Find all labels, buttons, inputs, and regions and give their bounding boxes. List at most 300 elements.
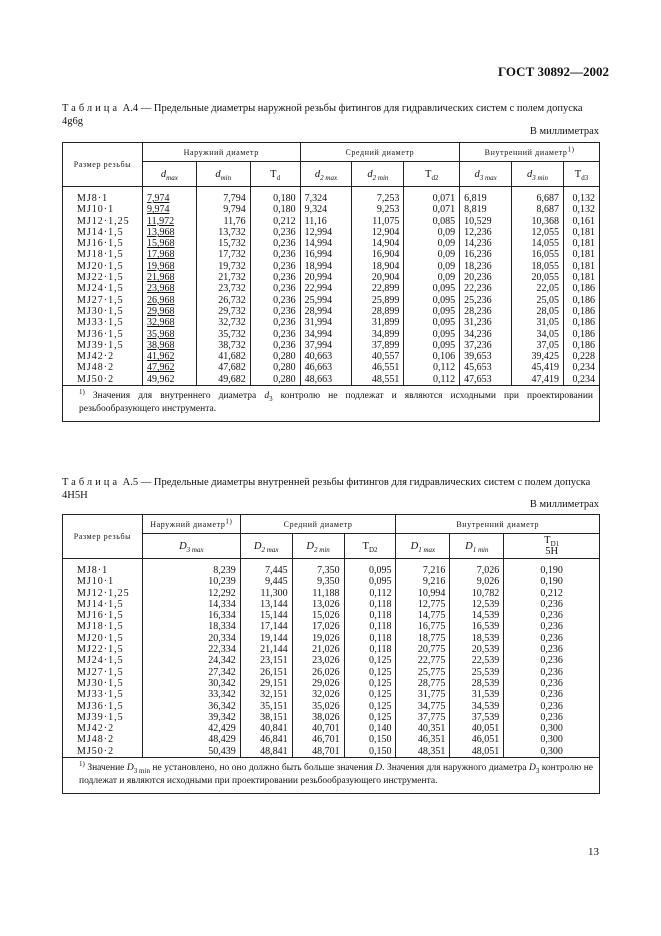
table-row (63, 362, 600, 373)
value-cell: 7,026 (450, 559, 504, 577)
table-row (63, 723, 600, 734)
value-cell: 22,539 (450, 655, 504, 666)
value-cell: 34,236 (460, 329, 512, 340)
value-cell: 0,236 (504, 599, 600, 610)
value-cell: 0,228 (563, 351, 599, 362)
value-cell: 31,775 (396, 689, 450, 700)
value-cell: 18,994 (300, 261, 352, 272)
value-cell: 6,819 (460, 187, 512, 205)
value-cell: 0,236 (504, 633, 600, 644)
group-header-outer (142, 515, 240, 534)
symbol-index: 1 max (418, 545, 436, 554)
value-cell: 15,968 (142, 238, 196, 249)
value-cell: 0,095 (404, 283, 460, 294)
value-cell: 0,095 (404, 306, 460, 317)
value-cell: 0,181 (563, 261, 599, 272)
sub-header (352, 162, 404, 187)
value-cell: 0,095 (404, 317, 460, 328)
value-cell: 10,994 (396, 588, 450, 599)
value-cell: 0,236 (504, 678, 600, 689)
value-cell: 0,181 (563, 272, 599, 283)
value-cell: 0,132 (563, 204, 599, 215)
value-cell: 20,904 (352, 272, 404, 283)
value-cell: 10,782 (450, 588, 504, 599)
thread-size-cell: MJ12·1,25 (63, 588, 143, 599)
value-cell: 40,663 (300, 351, 352, 362)
value-cell: 0,09 (404, 249, 460, 260)
value-cell: 15,144 (240, 610, 292, 621)
table-row (63, 588, 600, 599)
value-cell: 0,236 (250, 306, 300, 317)
value-cell: 26,732 (196, 295, 250, 306)
thread-size-cell: MJ27·1,5 (63, 667, 143, 678)
symbol-index: 3 max (479, 173, 497, 182)
sub-header (512, 162, 564, 187)
value-cell: 31,236 (460, 317, 512, 328)
table-row (63, 746, 600, 758)
value-cell: 41,682 (196, 351, 250, 362)
value-cell: 0,280 (250, 362, 300, 373)
thread-size-cell: MJ48·2 (63, 362, 143, 373)
value-cell: 40,557 (352, 351, 404, 362)
value-cell: 0,150 (344, 746, 396, 758)
value-cell: 19,026 (292, 633, 344, 644)
value-cell: 37,775 (396, 712, 450, 723)
thread-size-cell: MJ30·1,5 (63, 678, 143, 689)
value-cell: 48,051 (450, 746, 504, 758)
value-cell: 0,236 (504, 644, 600, 655)
value-cell: 0,150 (344, 734, 396, 745)
caption-word: Таблица (62, 477, 121, 488)
value-cell: 0,181 (563, 238, 599, 249)
table-a4-footnote (63, 386, 600, 422)
value-cell: 11,300 (240, 588, 292, 599)
table-row (63, 644, 600, 655)
footnote-text: контролю не подлежат и являются исходными при проектировании резьбообразующего инструмента. (79, 763, 594, 787)
value-cell: 0,125 (344, 712, 396, 723)
thread-size-cell: MJ27·1,5 (63, 295, 143, 306)
value-cell: 46,663 (300, 362, 352, 373)
value-cell: 28,05 (512, 306, 564, 317)
table-row (63, 678, 600, 689)
caption-word: Таблица (62, 103, 121, 114)
value-cell: 9,350 (292, 576, 344, 587)
value-cell: 17,732 (196, 249, 250, 260)
value-cell: 37,899 (352, 340, 404, 351)
value-cell: 0,186 (563, 329, 599, 340)
value-cell: 50,439 (142, 746, 240, 758)
symbol: d (160, 168, 167, 180)
value-cell: 28,539 (450, 678, 504, 689)
tolerance-field: 5H (545, 546, 559, 557)
value-cell: 0,280 (250, 374, 300, 386)
value-cell: 0,236 (250, 261, 300, 272)
thread-size-cell: MJ14·1,5 (63, 599, 143, 610)
footnote-text: Значения для внутреннего диаметра (92, 391, 257, 402)
value-cell: 25,05 (512, 295, 564, 306)
value-cell: 0,236 (250, 227, 300, 238)
symbol-index: 3 min (133, 766, 150, 775)
value-cell: 39,342 (142, 712, 240, 723)
col-header-size: Размер резьбы (63, 143, 143, 187)
footnote-ref: 1) (567, 144, 575, 153)
value-cell: 22,899 (352, 283, 404, 294)
symbol-index: d (276, 173, 281, 182)
value-cell: 41,962 (142, 351, 196, 362)
table-row (63, 576, 600, 587)
sub-header (450, 534, 504, 559)
value-cell: 28,994 (300, 306, 352, 317)
value-cell: 0,212 (504, 588, 600, 599)
value-cell: 10,239 (142, 576, 240, 587)
symbol-index: 2 min (314, 545, 330, 554)
value-cell: 9,974 (142, 204, 196, 215)
value-cell: 0,09 (404, 238, 460, 249)
symbol: d (527, 168, 533, 180)
table-row (63, 227, 600, 238)
symbol-index: 3 min (532, 173, 548, 182)
table-a4-caption (62, 102, 600, 128)
value-cell: 23,151 (240, 655, 292, 666)
thread-size-cell: MJ39·1,5 (63, 340, 143, 351)
table-row (63, 633, 600, 644)
table-row (63, 272, 600, 283)
value-cell: 22,994 (300, 283, 352, 294)
value-cell: 26,026 (292, 667, 344, 678)
thread-size-cell: MJ42·2 (63, 723, 143, 734)
value-cell: 12,994 (300, 227, 352, 238)
value-cell: 14,334 (142, 599, 240, 610)
group-header-middle: Средний диаметр (240, 515, 396, 534)
symbol: D (253, 540, 262, 552)
value-cell: 0,118 (344, 633, 396, 644)
table-row (63, 712, 600, 723)
thread-size-cell: MJ22·1,5 (63, 644, 143, 655)
value-cell: 12,539 (450, 599, 504, 610)
value-cell: 12,236 (460, 227, 512, 238)
value-cell: 31,05 (512, 317, 564, 328)
value-cell: 35,732 (196, 329, 250, 340)
thread-size-cell: MJ8·1 (63, 559, 143, 577)
symbol-index: d2 (431, 173, 439, 182)
table-row (63, 610, 600, 621)
value-cell: 7,350 (292, 559, 344, 577)
value-cell: 13,968 (142, 227, 196, 238)
group-header-middle: Средний диаметр (300, 143, 460, 162)
sub-header (240, 534, 292, 559)
value-cell: 0,112 (404, 362, 460, 373)
group-header-outer: Наружний диаметр (142, 143, 300, 162)
page-number: 13 (588, 846, 599, 858)
value-cell: 0,236 (250, 329, 300, 340)
symbol-index: 1 min (472, 545, 489, 554)
value-cell: 34,539 (450, 701, 504, 712)
value-cell: 0,186 (563, 340, 599, 351)
value-cell: 0,186 (563, 295, 599, 306)
value-cell: 25,775 (396, 667, 450, 678)
value-cell: 0,236 (250, 249, 300, 260)
table-row (63, 249, 600, 260)
value-cell: 47,419 (512, 374, 564, 386)
value-cell: 7,324 (300, 187, 352, 205)
value-cell: 10,529 (460, 216, 512, 227)
group-header-inner-label: Внутренний диаметр (484, 147, 568, 157)
value-cell: 32,151 (240, 689, 292, 700)
value-cell: 34,994 (300, 329, 352, 340)
value-cell: 11,075 (352, 216, 404, 227)
value-cell: 45,653 (460, 362, 512, 373)
value-cell: 0,125 (344, 667, 396, 678)
value-cell: 0,236 (504, 701, 600, 712)
value-cell: 0,181 (563, 249, 599, 260)
table-a4-units: В миллиметрах (529, 126, 599, 137)
value-cell: 14,994 (300, 238, 352, 249)
value-cell: 23,968 (142, 283, 196, 294)
value-cell: 15,732 (196, 238, 250, 249)
value-cell: 0,125 (344, 701, 396, 712)
value-cell: 21,144 (240, 644, 292, 655)
symbol-index: 3 (269, 394, 273, 403)
thread-size-cell: MJ33·1,5 (63, 317, 143, 328)
sub-header (292, 534, 344, 559)
value-cell: 28,236 (460, 306, 512, 317)
sub-header (460, 162, 512, 187)
symbol: D (126, 763, 134, 774)
symbol: T (362, 540, 369, 552)
value-cell: 38,968 (142, 340, 196, 351)
value-cell: 7,974 (142, 187, 196, 205)
value-cell: 48,841 (240, 746, 292, 758)
value-cell: 0,236 (504, 689, 600, 700)
value-cell: 0,161 (563, 216, 599, 227)
table-a5-footnote (63, 758, 600, 794)
symbol: d (474, 168, 480, 180)
thread-size-cell: MJ18·1,5 (63, 621, 143, 632)
value-cell: 46,051 (450, 734, 504, 745)
value-cell: 25,899 (352, 295, 404, 306)
table-a5-units: В миллиметрах (529, 499, 599, 510)
value-cell: 17,144 (240, 621, 292, 632)
value-cell: 34,899 (352, 329, 404, 340)
value-cell: 22,236 (460, 283, 512, 294)
value-cell: 49,962 (142, 374, 196, 386)
value-cell: 31,994 (300, 317, 352, 328)
table-row (63, 187, 600, 205)
value-cell: 9,445 (240, 576, 292, 587)
value-cell: 12,775 (396, 599, 450, 610)
table-row (63, 340, 600, 351)
value-cell: 9,324 (300, 204, 352, 215)
symbol: d (264, 391, 270, 402)
caption-text: А.4 — Предельные диаметры наружной резьбы фитингов для гидравлических систем с полем допуска 4g6g (62, 103, 583, 127)
thread-size-cell: MJ18·1,5 (63, 249, 143, 260)
symbol-index: D1 (550, 540, 560, 549)
value-cell: 24,342 (142, 655, 240, 666)
value-cell: 38,151 (240, 712, 292, 723)
value-cell: 29,968 (142, 306, 196, 317)
value-cell: 25,994 (300, 295, 352, 306)
thread-size-cell: MJ12·1,25 (63, 216, 143, 227)
thread-size-cell: MJ16·1,5 (63, 238, 143, 249)
sub-header (404, 162, 460, 187)
value-cell: 20,236 (460, 272, 512, 283)
value-cell: 48,429 (142, 734, 240, 745)
value-cell: 0,09 (404, 261, 460, 272)
table-row (63, 329, 600, 340)
footnote-mark: 1) (79, 387, 85, 396)
value-cell: 14,236 (460, 238, 512, 249)
value-cell: 18,539 (450, 633, 504, 644)
value-cell: 0,118 (344, 621, 396, 632)
value-cell: 0,236 (504, 621, 600, 632)
value-cell: 42,429 (142, 723, 240, 734)
value-cell: 10,368 (512, 216, 564, 227)
sub-header (396, 534, 450, 559)
value-cell: 0,236 (504, 655, 600, 666)
value-cell: 28,775 (396, 678, 450, 689)
value-cell: 46,701 (292, 734, 344, 745)
value-cell: 20,539 (450, 644, 504, 655)
table-row (63, 261, 600, 272)
value-cell: 0,181 (563, 227, 599, 238)
sub-header (142, 534, 240, 559)
value-cell: 34,775 (396, 701, 450, 712)
value-cell: 0,071 (404, 187, 460, 205)
symbol: D (179, 540, 187, 552)
value-cell: 0,140 (344, 723, 396, 734)
value-cell: 0,095 (344, 559, 396, 577)
footnote-ref: 1) (225, 516, 233, 525)
thread-size-cell: MJ50·2 (63, 374, 143, 386)
value-cell: 14,055 (512, 238, 564, 249)
value-cell: 20,055 (512, 272, 564, 283)
value-cell: 0,125 (344, 655, 396, 666)
table-row (63, 701, 600, 712)
value-cell: 0,118 (344, 644, 396, 655)
value-cell: 18,055 (512, 261, 564, 272)
value-cell: 0,300 (504, 746, 600, 758)
symbol: T (425, 168, 432, 180)
table-row (63, 374, 600, 386)
table-a4 (62, 142, 600, 422)
thread-size-cell: MJ24·1,5 (63, 283, 143, 294)
value-cell: 0,085 (404, 216, 460, 227)
value-cell: 21,026 (292, 644, 344, 655)
value-cell: 31,899 (352, 317, 404, 328)
table-row (63, 204, 600, 215)
table-row (63, 655, 600, 666)
value-cell: 38,026 (292, 712, 344, 723)
value-cell: 40,351 (396, 723, 450, 734)
value-cell: 49,682 (196, 374, 250, 386)
value-cell: 37,994 (300, 340, 352, 351)
value-cell: 7,445 (240, 559, 292, 577)
thread-size-cell: MJ20·1,5 (63, 261, 143, 272)
symbol: D (528, 763, 536, 774)
symbol-index: 2 max (261, 545, 279, 554)
table-row (63, 306, 600, 317)
thread-size-cell: MJ42·2 (63, 351, 143, 362)
thread-size-cell: MJ10·1 (63, 204, 143, 215)
value-cell: 18,775 (396, 633, 450, 644)
value-cell: 0,180 (250, 204, 300, 215)
value-cell: 7,794 (196, 187, 250, 205)
value-cell: 17,026 (292, 621, 344, 632)
table-row (63, 238, 600, 249)
value-cell: 0,186 (563, 317, 599, 328)
sub-header (563, 162, 599, 187)
value-cell: 0,09 (404, 227, 460, 238)
value-cell: 48,551 (352, 374, 404, 386)
value-cell: 0,190 (504, 559, 600, 577)
symbol: D (410, 540, 419, 552)
value-cell: 0,118 (344, 599, 396, 610)
value-cell: 23,732 (196, 283, 250, 294)
table-row (63, 283, 600, 294)
value-cell: 23,026 (292, 655, 344, 666)
symbol-index: 3 (535, 766, 540, 775)
value-cell: 39,653 (460, 351, 512, 362)
value-cell: 11,972 (142, 216, 196, 227)
symbol-index: d3 (581, 173, 589, 182)
value-cell: 0,095 (404, 295, 460, 306)
value-cell: 26,151 (240, 667, 292, 678)
table-row (63, 295, 600, 306)
value-cell: 0,112 (344, 588, 396, 599)
value-cell: 19,732 (196, 261, 250, 272)
value-cell: 0,236 (250, 295, 300, 306)
footnote-text: не установлено, но оно должно быть больше значения (152, 763, 373, 774)
value-cell: 0,236 (504, 667, 600, 678)
symbol-index: D2 (368, 545, 378, 554)
value-cell: 0,236 (250, 238, 300, 249)
value-cell: 39,425 (512, 351, 564, 362)
value-cell: 0,106 (404, 351, 460, 362)
footnote-text: контролю не подлежат и являются исходными при проектировании резьбообразующего инструмента. (79, 391, 594, 415)
value-cell: 0,236 (250, 283, 300, 294)
col-header-size: Размер резьбы (63, 515, 143, 559)
value-cell: 37,05 (512, 340, 564, 351)
value-cell: 35,968 (142, 329, 196, 340)
value-cell: 37,539 (450, 712, 504, 723)
sub-header (142, 162, 196, 187)
value-cell: 29,026 (292, 678, 344, 689)
value-cell: 48,701 (292, 746, 344, 758)
value-cell: 0,236 (250, 317, 300, 328)
value-cell: 13,026 (292, 599, 344, 610)
thread-size-cell: MJ22·1,5 (63, 272, 143, 283)
symbol-index: 3 max (186, 545, 204, 554)
symbol: d (367, 168, 373, 180)
thread-size-cell: MJ8·1 (63, 187, 143, 205)
value-cell: 12,904 (352, 227, 404, 238)
thread-size-cell: MJ14·1,5 (63, 227, 143, 238)
value-cell: 33,342 (142, 689, 240, 700)
value-cell: 22,334 (142, 644, 240, 655)
thread-size-cell: MJ50·2 (63, 746, 143, 758)
value-cell: 36,342 (142, 701, 240, 712)
value-cell: 16,994 (300, 249, 352, 260)
value-cell: 18,236 (460, 261, 512, 272)
value-cell: 16,334 (142, 610, 240, 621)
value-cell: 16,236 (460, 249, 512, 260)
group-header-inner (460, 143, 600, 162)
value-cell: 47,962 (142, 362, 196, 373)
symbol: D (306, 540, 315, 552)
value-cell: 0,112 (404, 374, 460, 386)
value-cell: 17,968 (142, 249, 196, 260)
symbol: D (465, 540, 473, 552)
